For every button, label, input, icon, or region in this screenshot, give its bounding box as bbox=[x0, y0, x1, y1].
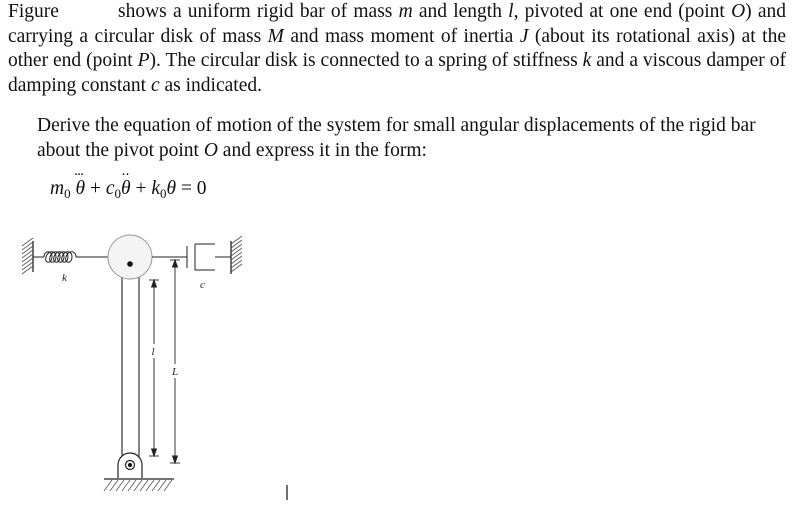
text-run: and a viscous damper of damping constant bbox=[8, 50, 786, 96]
pivot-support bbox=[104, 453, 174, 491]
text-run: (about its rotational axis) at the other end (point bbox=[8, 25, 786, 71]
symbol-m: m bbox=[398, 1, 413, 22]
text-run: and express it in the form: bbox=[217, 139, 427, 161]
spring bbox=[33, 252, 110, 263]
eq-theta-double-dot: ·· θ bbox=[121, 176, 131, 202]
eq-m-sub: 0 bbox=[64, 186, 71, 201]
eq-c-sub: 0 bbox=[114, 186, 121, 201]
symbol-k: k bbox=[582, 50, 592, 71]
rigid-bar bbox=[122, 265, 139, 462]
text-run: and length bbox=[412, 1, 509, 22]
dimension-l-label: l bbox=[151, 346, 155, 358]
eq-plus: + bbox=[85, 178, 106, 199]
eq-k-sub: 0 bbox=[159, 186, 167, 201]
figure-reference: Figure bbox=[8, 1, 59, 22]
eq-equals-zero: = 0 bbox=[176, 178, 207, 199]
eq-theta: θ bbox=[166, 178, 177, 199]
text-run: shows a uniform rigid bar of mass bbox=[118, 1, 399, 22]
disk-center-point bbox=[127, 261, 133, 267]
spring-label: k bbox=[62, 272, 67, 284]
damper bbox=[187, 244, 231, 270]
symbol-O: O bbox=[203, 139, 218, 161]
damper-label: c bbox=[200, 279, 205, 291]
dimension-L bbox=[170, 260, 180, 463]
text-run: and mass moment of inertia bbox=[283, 25, 520, 47]
left-wall bbox=[22, 238, 33, 274]
text-run: as indicated. bbox=[159, 74, 262, 96]
text-run: ). The circular disk is connected to a spring of stiffness bbox=[149, 50, 583, 71]
eq-plus: + bbox=[130, 178, 152, 199]
symbol-l: l bbox=[508, 1, 514, 22]
eq-theta-triple-dot: ··· θ bbox=[75, 176, 85, 202]
dimension-l bbox=[149, 280, 159, 456]
eq-k: k bbox=[151, 178, 160, 199]
dimension-L-label: L bbox=[172, 366, 179, 378]
eq-c: c bbox=[105, 178, 115, 199]
symbol-M: M bbox=[267, 25, 284, 47]
text-run: ) and carrying a circular disk of mass bbox=[8, 1, 786, 47]
eq-m: m bbox=[50, 178, 65, 199]
right-wall bbox=[231, 236, 242, 274]
symbol-P: P bbox=[137, 50, 150, 71]
text-run: Derive the equation of motion of the system for small angular displacements of the rigid bar about the pivot point bbox=[37, 115, 756, 161]
symbol-J: J bbox=[519, 25, 529, 47]
text-run: , pivoted at one end (point bbox=[513, 1, 732, 22]
circular-disk bbox=[108, 235, 152, 279]
symbol-c: c bbox=[150, 74, 160, 96]
symbol-O: O bbox=[731, 1, 746, 22]
